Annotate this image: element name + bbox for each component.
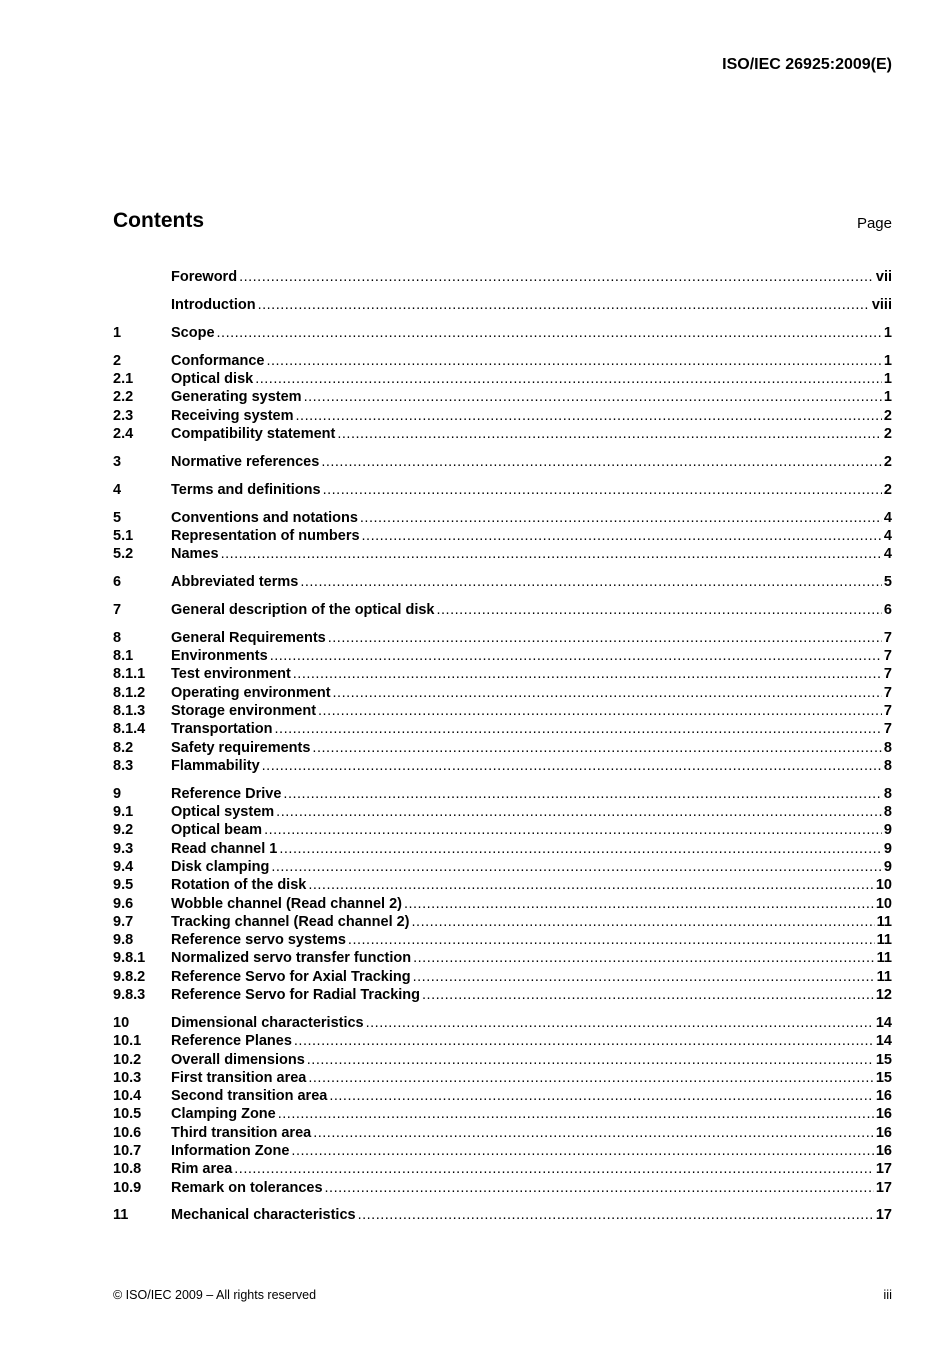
toc-dot-leader — [362, 527, 882, 545]
toc-dot-leader — [264, 821, 882, 839]
toc-entry[interactable] — [113, 647, 892, 665]
toc-dot-leader — [360, 509, 882, 527]
toc-entry-page: 5 — [883, 574, 892, 591]
toc-entry-page: 9 — [883, 822, 892, 839]
toc-entry-page: 1 — [883, 324, 892, 341]
toc-entry-title: General description of the optical disk — [171, 601, 435, 618]
toc-entry-number: 9.5 — [113, 877, 134, 894]
toc-dot-leader — [422, 986, 874, 1004]
toc-dot-leader — [412, 913, 875, 931]
toc-entry-title: Storage environment — [171, 702, 317, 719]
toc-dot-leader — [262, 757, 882, 775]
toc-dot-leader — [323, 481, 882, 499]
toc-entry[interactable] — [113, 324, 892, 342]
toc-entry-number: 3 — [113, 453, 122, 470]
toc-dot-leader — [413, 968, 875, 986]
toc-entry-title: Overall dimensions — [171, 1051, 305, 1068]
toc-entry[interactable] — [113, 425, 892, 443]
toc-entry-page: 11 — [876, 950, 892, 967]
toc-entry[interactable] — [113, 453, 892, 471]
toc-entry-title: Terms and definitions — [171, 481, 321, 498]
toc-entry-number: 10.7 — [113, 1143, 142, 1159]
toc-dot-leader — [255, 370, 882, 388]
toc-entry-page: 8 — [883, 804, 892, 821]
toc-entry-title: Conventions and notations — [171, 509, 358, 526]
toc-entry-number: 2 — [113, 352, 122, 369]
toc-entry-number: 9.8.2 — [113, 968, 146, 985]
toc-entry[interactable] — [113, 1124, 892, 1142]
toc-entry-title: Read channel 1 — [171, 840, 278, 857]
toc-entry[interactable] — [113, 821, 892, 839]
toc-dot-leader — [333, 684, 882, 702]
toc-entry[interactable] — [113, 481, 892, 499]
toc-entry-number: 9.8.1 — [113, 950, 146, 967]
toc-entry[interactable] — [113, 509, 892, 527]
toc-entry[interactable] — [113, 684, 892, 702]
toc-entry-title: Introduction — [171, 296, 256, 313]
toc-entry-title: Representation of numbers — [171, 527, 360, 544]
toc-entry-number: 8.1.2 — [113, 684, 146, 701]
toc-entry[interactable] — [113, 1142, 892, 1160]
toc-dot-leader — [271, 858, 882, 876]
toc-dot-leader — [404, 895, 874, 913]
toc-entry-title: Generating system — [171, 389, 302, 406]
toc-entry[interactable] — [113, 803, 892, 821]
toc-entry-title: Reference Servo for Axial Tracking — [171, 968, 411, 985]
toc-entry-page: 14 — [875, 1033, 892, 1050]
toc-entry[interactable] — [113, 665, 892, 683]
toc-entry-page: 11 — [876, 913, 892, 930]
toc-dot-leader — [296, 407, 882, 425]
toc-entry[interactable] — [113, 1032, 892, 1050]
toc-dot-leader — [258, 296, 870, 314]
toc-entry[interactable] — [113, 1179, 892, 1197]
toc-entry[interactable] — [113, 1160, 892, 1178]
toc-entry-page: vii — [875, 269, 892, 285]
toc-entry[interactable] — [113, 407, 892, 425]
toc-entry[interactable] — [113, 858, 892, 876]
toc-entry-title: Remark on tolerances — [171, 1179, 323, 1196]
toc-entry-title: First transition area — [171, 1069, 307, 1086]
toc-entry-number: 9.7 — [113, 913, 134, 930]
toc-dot-leader — [300, 573, 882, 591]
toc-entry[interactable] — [113, 601, 892, 619]
toc-entry-title: Rotation of the disk — [171, 877, 307, 894]
toc-entry-page: 7 — [883, 648, 892, 665]
toc-entry-number: 10.5 — [113, 1106, 142, 1123]
toc-entry-number: 9.8 — [113, 932, 134, 949]
toc-dot-leader — [221, 545, 882, 563]
toc-entry-page: 11 — [876, 968, 892, 985]
toc-entry-number: 6 — [113, 574, 122, 591]
toc-entry[interactable] — [113, 370, 892, 388]
toc-entry-title: Environments — [171, 648, 268, 665]
toc-entry-number: 9.1 — [113, 804, 134, 821]
toc-dot-leader — [276, 803, 882, 821]
toc-dot-leader — [270, 647, 882, 665]
toc-entry-page: 16 — [875, 1124, 892, 1141]
toc-entry[interactable] — [113, 527, 892, 545]
toc-entry-page: 1 — [883, 370, 892, 387]
toc-entry-number: 8.1.1 — [113, 666, 146, 683]
toc-entry-page: 8 — [883, 785, 892, 802]
toc-entry-title: Names — [171, 546, 219, 563]
toc-entry-number: 5.2 — [113, 546, 134, 563]
toc-entry-number: 9.4 — [113, 858, 134, 875]
toc-entry-title: Disk clamping — [171, 858, 270, 875]
toc-entry[interactable] — [113, 573, 892, 591]
toc-entry-title: Foreword — [171, 269, 238, 285]
toc-dot-leader — [321, 453, 882, 471]
toc-entry-page: 16 — [875, 1106, 892, 1123]
toc-entry[interactable] — [113, 1051, 892, 1069]
toc-dot-leader — [308, 1069, 873, 1087]
toc-entry-title: Conformance — [171, 352, 265, 369]
toc-entry-page: 12 — [875, 987, 892, 1004]
toc-entry-title: Information Zone — [171, 1143, 290, 1159]
toc-entry-number: 7 — [113, 601, 122, 618]
toc-dot-leader — [279, 840, 882, 858]
toc-entry[interactable] — [113, 968, 892, 986]
toc-entry-title: Abbreviated terms — [171, 574, 299, 591]
toc-entry[interactable] — [113, 702, 892, 720]
toc-entry-page: 2 — [883, 453, 892, 470]
toc-dot-leader — [294, 1032, 874, 1050]
toc-entry-number: 10.1 — [113, 1033, 142, 1050]
toc-entry-title: Optical disk — [171, 370, 254, 387]
toc-dot-leader — [308, 876, 874, 894]
toc-entry-page: 10 — [875, 877, 892, 894]
toc-dot-leader — [293, 665, 882, 683]
toc-entry[interactable] — [113, 949, 892, 967]
toc-entry-number: 5 — [113, 509, 122, 526]
toc-entry-page: 2 — [883, 481, 892, 498]
toc-entry-page: 4 — [883, 509, 892, 526]
toc-dot-leader — [312, 739, 882, 757]
toc-entry-page: 7 — [883, 702, 892, 719]
copyright-notice: © ISO/IEC 2009 – All rights reserved — [113, 1288, 317, 1302]
toc-dot-leader — [329, 1087, 874, 1105]
toc-entry-page: 16 — [875, 1143, 892, 1159]
toc-entry-page: 15 — [875, 1069, 892, 1086]
toc-entry[interactable] — [113, 876, 892, 894]
toc-entry-page: 17 — [875, 1161, 892, 1178]
toc-entry-number: 8 — [113, 629, 122, 646]
toc-entry-page: 6 — [883, 601, 892, 618]
toc-entry-number: 9.3 — [113, 840, 134, 857]
document-id: ISO/IEC 26925:2009(E) — [722, 56, 892, 73]
toc-entry-title: Compatibility statement — [171, 425, 336, 442]
toc-entry-number: 9 — [113, 785, 122, 802]
toc-entry-page: 1 — [883, 389, 892, 406]
toc-entry-title: Reference servo systems — [171, 932, 346, 949]
toc-entry-number: 2.2 — [113, 389, 134, 406]
toc-dot-leader — [325, 1179, 874, 1197]
toc-entry-page: 2 — [883, 407, 892, 424]
toc-entry[interactable] — [113, 986, 892, 1004]
toc-entry-title: Reference Planes — [171, 1033, 292, 1050]
toc-entry-page: 2 — [883, 425, 892, 442]
table-of-contents — [113, 268, 892, 1225]
toc-dot-leader — [217, 324, 882, 342]
toc-entry-page: 9 — [883, 858, 892, 875]
toc-entry[interactable] — [113, 1087, 892, 1105]
toc-entry-title: Safety requirements — [171, 739, 311, 756]
toc-entry-title: Rim area — [171, 1161, 233, 1178]
toc-entry-number: 10.4 — [113, 1088, 142, 1105]
toc-entry-page: 15 — [875, 1051, 892, 1068]
toc-dot-leader — [266, 352, 881, 370]
toc-entry-number: 9.8.3 — [113, 987, 146, 1004]
toc-entry-title: Dimensional characteristics — [171, 1014, 364, 1031]
toc-entry-number: 4 — [113, 481, 122, 498]
toc-dot-leader — [304, 388, 882, 406]
toc-entry-title: Reference Drive — [171, 785, 282, 802]
toc-entry-title: Receiving system — [171, 407, 294, 424]
toc-dot-leader — [413, 949, 875, 967]
page-title: Contents — [113, 209, 204, 232]
toc-entry-page: 8 — [883, 739, 892, 756]
toc-entry[interactable] — [113, 913, 892, 931]
toc-entry[interactable] — [113, 739, 892, 757]
toc-entry[interactable] — [113, 629, 892, 647]
toc-entry[interactable] — [113, 840, 892, 858]
toc-entry-number: 11 — [113, 1207, 129, 1224]
toc-dot-leader — [283, 785, 882, 803]
toc-entry[interactable] — [113, 931, 892, 949]
toc-entry-number: 10.9 — [113, 1179, 142, 1196]
toc-dot-leader — [239, 268, 874, 286]
toc-entry-number: 9.6 — [113, 895, 134, 912]
toc-entry-title: Mechanical characteristics — [171, 1207, 356, 1224]
toc-entry-page: 7 — [883, 666, 892, 683]
toc-entry-title: General Requirements — [171, 629, 326, 646]
toc-entry[interactable] — [113, 1206, 892, 1224]
toc-dot-leader — [291, 1142, 873, 1160]
toc-entry-title: Flammability — [171, 757, 260, 774]
toc-dot-leader — [366, 1014, 874, 1032]
toc-entry-page: 4 — [883, 546, 892, 563]
toc-entry-title: Transportation — [171, 721, 273, 738]
toc-entry-page: 1 — [883, 352, 892, 369]
toc-entry-number: 2.1 — [113, 370, 134, 387]
toc-entry-number: 5.1 — [113, 527, 134, 544]
toc-entry-page: 7 — [883, 721, 892, 738]
toc-entry-number: 8.1.4 — [113, 721, 146, 738]
toc-entry-number: 8.1 — [113, 648, 134, 665]
toc-entry-page: 16 — [875, 1088, 892, 1105]
toc-dot-leader — [313, 1124, 874, 1142]
toc-dot-leader — [307, 1051, 874, 1069]
toc-dot-leader — [278, 1105, 874, 1123]
toc-entry-number: 8.3 — [113, 757, 134, 774]
toc-entry-title: Second transition area — [171, 1088, 328, 1105]
toc-entry-number: 2.4 — [113, 425, 134, 442]
toc-entry-page: 7 — [883, 684, 892, 701]
toc-entry-number: 9.2 — [113, 822, 134, 839]
toc-dot-leader — [318, 702, 882, 720]
toc-entry-number: 10.2 — [113, 1051, 142, 1068]
toc-entry-page: 14 — [875, 1014, 892, 1031]
toc-entry[interactable] — [113, 296, 892, 314]
toc-dot-leader — [436, 601, 881, 619]
toc-entry-number: 2.3 — [113, 407, 134, 424]
toc-entry-title: Scope — [171, 324, 215, 341]
toc-entry-title: Reference Servo for Radial Tracking — [171, 987, 421, 1004]
toc-dot-leader — [348, 931, 875, 949]
toc-dot-leader — [234, 1160, 874, 1178]
toc-entry-number: 10.8 — [113, 1161, 142, 1178]
toc-dot-leader — [337, 425, 882, 443]
toc-entry-page: 7 — [883, 629, 892, 646]
toc-entry-page: 10 — [875, 895, 892, 912]
toc-entry[interactable] — [113, 1105, 892, 1123]
toc-entry-title: Operating environment — [171, 684, 331, 701]
toc-entry[interactable] — [113, 268, 892, 286]
toc-entry[interactable] — [113, 352, 892, 370]
toc-entry[interactable] — [113, 1014, 892, 1032]
toc-entry-page: 17 — [875, 1207, 892, 1224]
toc-entry[interactable] — [113, 1069, 892, 1087]
toc-entry-number: 8.2 — [113, 739, 134, 756]
toc-entry-page: 4 — [883, 527, 892, 544]
toc-entry-page: 8 — [883, 757, 892, 774]
toc-entry-title: Tracking channel (Read channel 2) — [171, 913, 410, 930]
page-number: iii — [883, 1287, 892, 1302]
toc-entry-page: 17 — [875, 1179, 892, 1196]
toc-dot-leader — [275, 720, 882, 738]
toc-entry-title: Third transition area — [171, 1124, 312, 1141]
toc-dot-leader — [328, 629, 882, 647]
toc-entry-title: Optical beam — [171, 822, 263, 839]
toc-entry[interactable] — [113, 545, 892, 563]
toc-entry-number: 8.1.3 — [113, 702, 146, 719]
toc-entry[interactable] — [113, 388, 892, 406]
toc-entry-page: 11 — [876, 932, 892, 949]
page-column-label: Page — [856, 215, 892, 232]
toc-entry[interactable] — [113, 720, 892, 738]
toc-dot-leader — [358, 1206, 874, 1224]
toc-entry-number: 1 — [113, 324, 122, 341]
toc-entry-title: Normalized servo transfer function — [171, 950, 412, 967]
toc-entry[interactable] — [113, 895, 892, 913]
toc-entry-title: Optical system — [171, 804, 275, 821]
toc-entry-page: viii — [871, 296, 892, 313]
toc-entry[interactable] — [113, 757, 892, 775]
toc-entry-number: 10 — [113, 1014, 130, 1031]
toc-entry-number: 10.6 — [113, 1124, 142, 1141]
toc-entry-number: 10.3 — [113, 1069, 142, 1086]
toc-entry-title: Normative references — [171, 453, 320, 470]
toc-entry-title: Test environment — [171, 666, 291, 683]
toc-entry-page: 9 — [883, 840, 892, 857]
toc-entry-title: Wobble channel (Read channel 2) — [171, 895, 402, 912]
toc-entry[interactable] — [113, 785, 892, 803]
toc-entry-title: Clamping Zone — [171, 1106, 276, 1123]
